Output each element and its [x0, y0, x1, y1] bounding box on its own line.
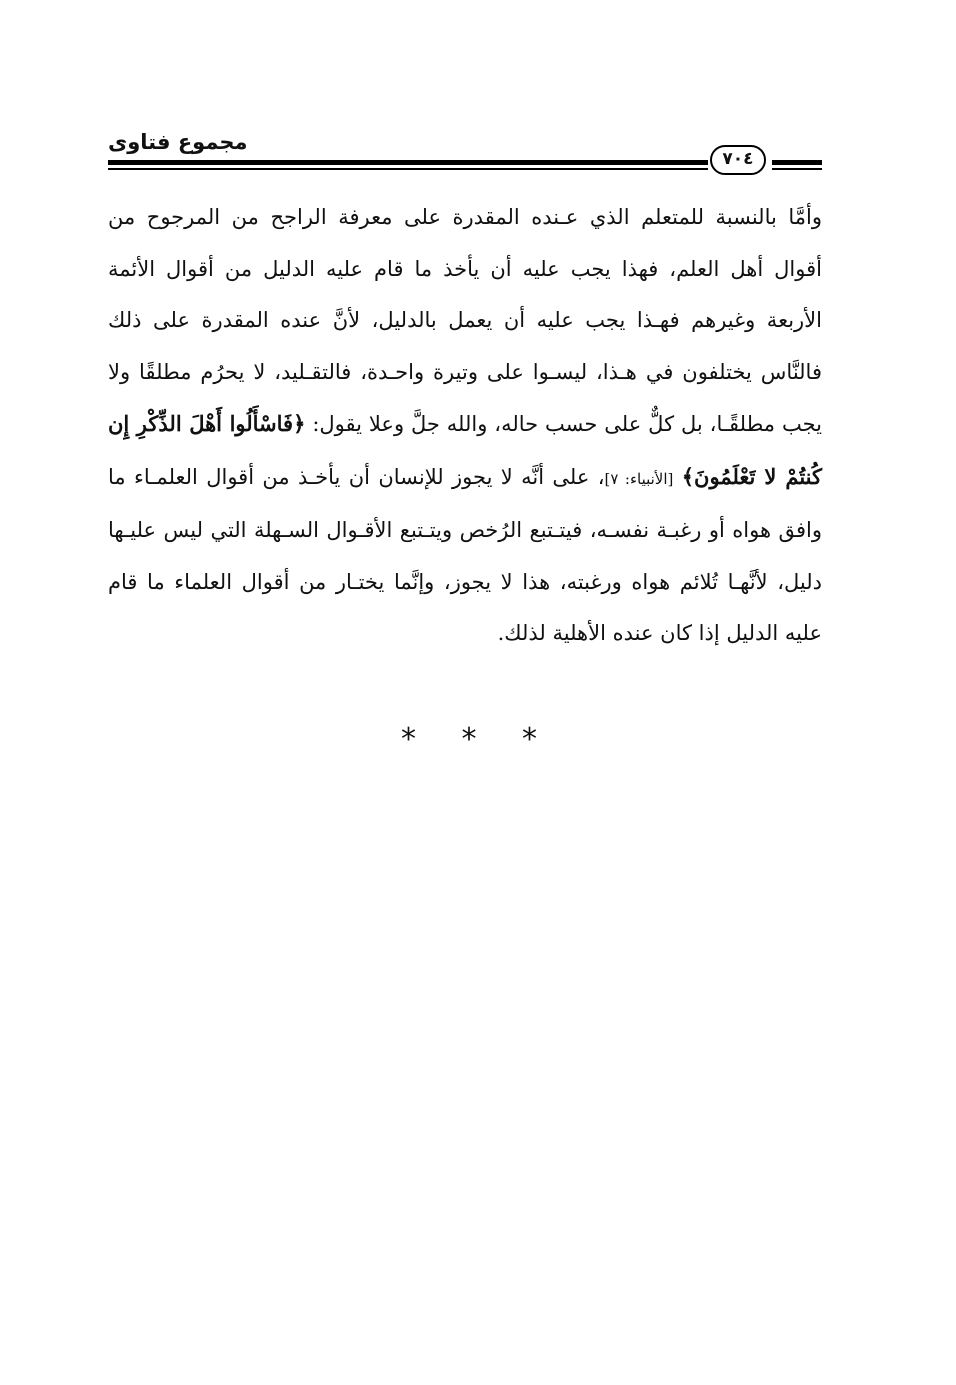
- header-rule-thin: [108, 168, 708, 170]
- header-rule-right-thin: [772, 168, 822, 170]
- body-paragraph: [108, 192, 822, 660]
- quran-verse: ﴿فَاسْأَلُوا أَهْلَ الذِّكْرِ إِن كُنتُمْ لا تَعْلَمُونَ﴾: [108, 411, 822, 489]
- running-title: مجموع فتاوى: [108, 130, 248, 154]
- page-header: [108, 130, 822, 176]
- header-rule-thick: [108, 160, 708, 165]
- body-text-after-verse: ، على أنَّه لا يجوز للإنسان أن يأخـذ من أقوال العلمـاء ما وافق هواه أو رغبـة نفسـه، فيتـتبع الرُخص ويتـتبع الأقـوال السـهلة التي ليس عليـها دليل، لأنَّهـا تُلائم هواه ورغبته، هذا لا يجوز، وإنَّما يختـار من أقوال العلماء ما قام عليه الدليل إذا كان عنده الأهلية لذلك.: [108, 464, 822, 645]
- section-separator: * * *: [400, 722, 556, 757]
- verse-citation: [الأنبياء: ٧]: [604, 469, 674, 488]
- header-rule-right-thick: [772, 160, 822, 165]
- body-text-before-verse: وأمَّا بالنسبة للمتعلم الذي عـنده المقدرة على معرفة الراجح من المرجوح من أقوال أهل العلم، فهذا يجب عليه أن يأخذ ما قام عليه الدليل من أقوال الأئمة الأربعة وغيرهم فهـذا يجب عليه أن يعمل بالدليل، لأنَّ عنده المقدرة على ذلك فالنَّاس يختلفون في هـذا، ليسـوا على وتيرة واحـدة، فالتقـليد، لا يحرُم مطلقًا ولا يجب مطلقًـا، بل كلٌّ على حسب حاله، والله جلَّ وعلا يقول:: [108, 205, 822, 436]
- page-number: ٧٠٤: [710, 145, 766, 175]
